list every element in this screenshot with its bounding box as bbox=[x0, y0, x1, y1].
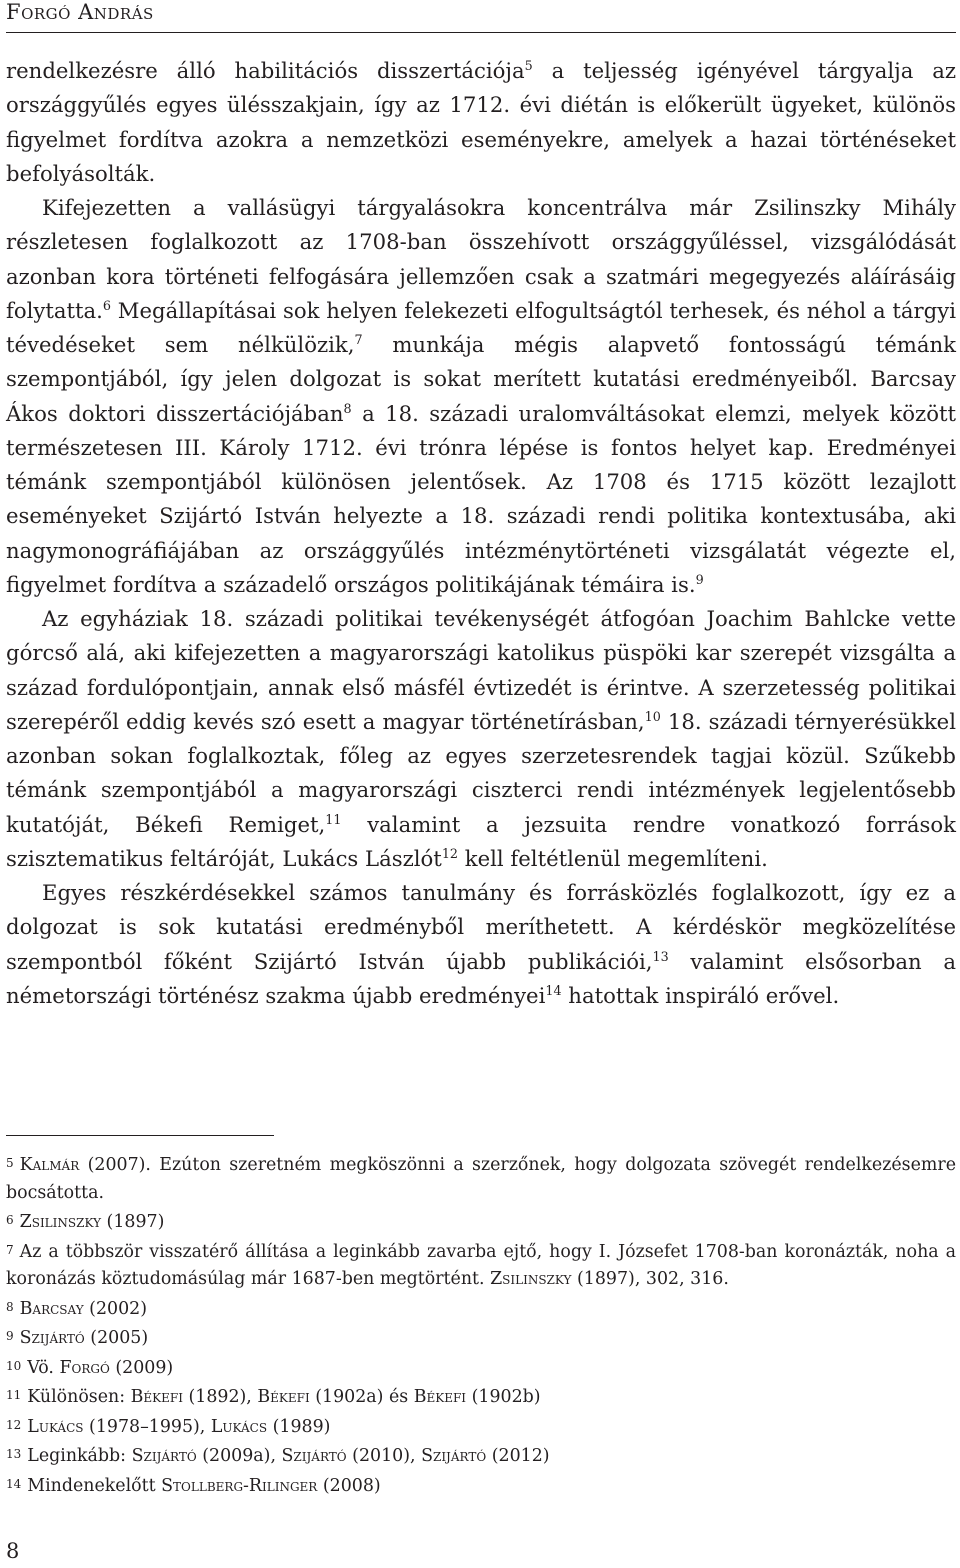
footnote-text: (2005) bbox=[84, 1328, 149, 1348]
footnote-rule bbox=[6, 1135, 274, 1136]
footnote-text: Különösen: bbox=[27, 1387, 131, 1407]
footnote-ref: 13 bbox=[652, 948, 669, 964]
footnote-ref: 12 bbox=[441, 845, 459, 861]
footnote-number: 14 bbox=[6, 1476, 22, 1491]
footnote bbox=[6, 1471, 956, 1501]
text-run: Megállapításai sok helyen felekezeti elfogultságtól terhesek, és néhol a tárgyi tévedéseket sem nélkülözik, bbox=[6, 297, 956, 357]
footnote-number: 6 bbox=[6, 1213, 14, 1227]
text-run: Egyes részkérdésekkel számos tanulmány és forrásközlés foglalkozott, így ez a dolgozat is sok kutatási eredményből meríthetett. A kérdéskör megközelítése szempontból főként Szijártó István újabb publikációi, bbox=[6, 880, 956, 974]
text-run: a 18. századi uralomváltásokat elemzi, melyek között természetesen III. Károly 1712. évi trónra lépése is fontos helyet kap. Eredményei témánk szempontjából különösen jelentősek. Az 1708 és 1715 között lezajlott eseményeket Szijártó István helyezte a 18. századi rendi politika kontextusába, aki nagymonográfiájában az országgyűlés intézménytörténeti vizsgálatát végezte el, figyelmet fordítva a századelő országos politikájának témáira is. bbox=[6, 400, 956, 597]
author-name: Stollberg-Rilinger bbox=[161, 1475, 318, 1496]
text-run: munkája mégis alapvető fontosságú témánk szempontjából, így jelen dolgozat is sokat merített kutatási eredményeiből. Barcsay Ákos doktori disszertációjában bbox=[6, 332, 957, 426]
author-name: Békefi bbox=[257, 1387, 310, 1407]
text-run: kell feltétlenül megemlíteni. bbox=[458, 845, 768, 871]
footnote-number: 10 bbox=[6, 1358, 22, 1373]
footnote-ref: 11 bbox=[325, 811, 342, 827]
footnote bbox=[6, 1323, 956, 1353]
footnote-text: (1897), 302, 316. bbox=[571, 1269, 729, 1289]
footnote-ref: 5 bbox=[524, 57, 533, 73]
footnote-text: (2009a), bbox=[196, 1446, 282, 1466]
header-rule bbox=[6, 32, 956, 33]
author-name: Békefi bbox=[413, 1387, 467, 1407]
author-name: Kalmár bbox=[19, 1155, 80, 1175]
author-name: Szijártó bbox=[19, 1328, 85, 1348]
page-number: 8 bbox=[6, 1539, 20, 1563]
paragraph-4 bbox=[6, 876, 956, 1013]
footnote-ref: 9 bbox=[695, 571, 704, 587]
text-run: a teljesség igényével tárgyalja az országgyűlés egyes ülésszakjain, így az 1712. évi diétán is előkerült ügyeket, különös figyelmet fordítva azokra a nemzetközi eseményekre, amelyek a hazai történéseket befolyásolták. bbox=[6, 58, 956, 186]
footnote bbox=[6, 1150, 956, 1207]
text-run: valamint a jezsuita rendre vonatkozó források szisztematikus feltáróját, Lukács Lászlót bbox=[6, 811, 956, 871]
text-run: rendelkezésre álló habilitációs disszertációja bbox=[6, 58, 525, 83]
footnote-text: (1892), bbox=[182, 1387, 258, 1407]
footnote-ref: 14 bbox=[545, 982, 562, 998]
author-name: Szijártó bbox=[281, 1446, 347, 1466]
text-run: Kifejezetten a vallásügyi tárgyalásokra koncentrálva már Zsilinszky Mihály részletesen foglalkozott az 1708-ban összehívott országgyűléssel, vizsgálódását azonban kora történeti felfogására jellemzően csak a szatmári megegyezés aláírásáig folytatta. bbox=[6, 195, 956, 323]
footnote-text: Leginkább: bbox=[27, 1446, 132, 1466]
footnote-text: Vö. bbox=[27, 1357, 60, 1378]
footnote-text: Az a többször visszatérő állítása a leginkább zavarba ejtő, hogy I. Józsefet 1708-ban koronázták, noha a koronázás köztudomásúlag már 1687-ben megtörtént. bbox=[6, 1241, 956, 1289]
author-name: Zsilinszky bbox=[490, 1269, 572, 1289]
footnote-number: 7 bbox=[6, 1242, 14, 1257]
footnote-text: Mindenekelőtt bbox=[27, 1475, 162, 1496]
footnote-text: (2008) bbox=[317, 1475, 381, 1496]
footnote bbox=[6, 1207, 956, 1237]
text-run: 18. századi térnyerésükkel azonban sokan foglalkoztak, főleg az egyes szerzetesrendek tagjai közül. Szűkebb témánk szempontjából a magyarországi ciszterci rendi intézmények legjelentősebb kutatóját, Békefi Remiget, bbox=[6, 708, 956, 837]
footnote bbox=[6, 1294, 956, 1324]
author-name: Békefi bbox=[130, 1387, 183, 1407]
footnote-number: 9 bbox=[6, 1329, 14, 1343]
footnote-number: 5 bbox=[6, 1156, 14, 1170]
author-name: Zsilinszky bbox=[19, 1212, 102, 1232]
footnote bbox=[6, 1441, 956, 1471]
author-name: Szijártó bbox=[421, 1446, 487, 1466]
footnote-ref: 8 bbox=[343, 400, 352, 416]
author-name: Lukács bbox=[27, 1416, 84, 1437]
main-text bbox=[6, 54, 956, 1013]
footnote-text: (2007). Ezúton szeretném megköszönni a szerzőnek, hogy dolgozata szövegét rendelkezésemre bocsátotta. bbox=[6, 1155, 956, 1203]
footnote bbox=[6, 1353, 956, 1383]
footnote bbox=[6, 1237, 956, 1294]
paragraph-1 bbox=[6, 54, 956, 191]
running-header bbox=[6, 0, 956, 34]
footnote bbox=[6, 1382, 956, 1412]
paragraph-2 bbox=[6, 191, 956, 602]
running-title: Forgó András bbox=[6, 0, 154, 24]
footnote bbox=[6, 1412, 956, 1442]
author-name: Szijártó bbox=[131, 1446, 197, 1466]
footnote-text: (1902b) bbox=[466, 1387, 541, 1407]
footnote-text: (2012) bbox=[486, 1446, 550, 1466]
author-name: Lukács bbox=[210, 1416, 268, 1437]
footnote-text: (1902a) és bbox=[309, 1387, 414, 1407]
footnote-number: 8 bbox=[6, 1299, 14, 1314]
footnote-ref: 6 bbox=[102, 297, 111, 313]
footnote-text: (1897) bbox=[101, 1212, 165, 1232]
footnote-number: 11 bbox=[6, 1388, 22, 1402]
footnote-ref: 7 bbox=[354, 331, 363, 347]
text-run: hatottak inspiráló erővel. bbox=[561, 982, 840, 1008]
footnote-number: 13 bbox=[6, 1447, 22, 1461]
footnote-text: (2002) bbox=[83, 1298, 147, 1319]
footnote-text: (2010), bbox=[346, 1446, 422, 1466]
footnotes bbox=[6, 1150, 956, 1500]
footnote-number: 12 bbox=[6, 1417, 22, 1432]
text-run: valamint elsősorban a németországi történész szakma újabb eredményei bbox=[6, 948, 956, 1008]
author-name: Forgó bbox=[59, 1357, 110, 1378]
footnote-text: (1978–1995), bbox=[83, 1416, 211, 1437]
text-run: Az egyháziak 18. századi politikai tevékenységét átfogóan Joachim Bahlcke vette górcső alá, aki kifejezetten a magyarországi katolikus püspöki kar szerepét vizsgálta a század fordulópontjain, annak első másfél évtizedét is érintve. A szerzetesség politikai szerepéről eddig kevés szó esett a magyar történetírásban, bbox=[6, 606, 956, 734]
footnote-text: (1989) bbox=[267, 1416, 331, 1437]
footnote-ref: 10 bbox=[644, 708, 661, 724]
author-name: Barcsay bbox=[19, 1298, 84, 1319]
paragraph-3 bbox=[6, 602, 956, 876]
footnote-text: (2009) bbox=[109, 1357, 174, 1378]
